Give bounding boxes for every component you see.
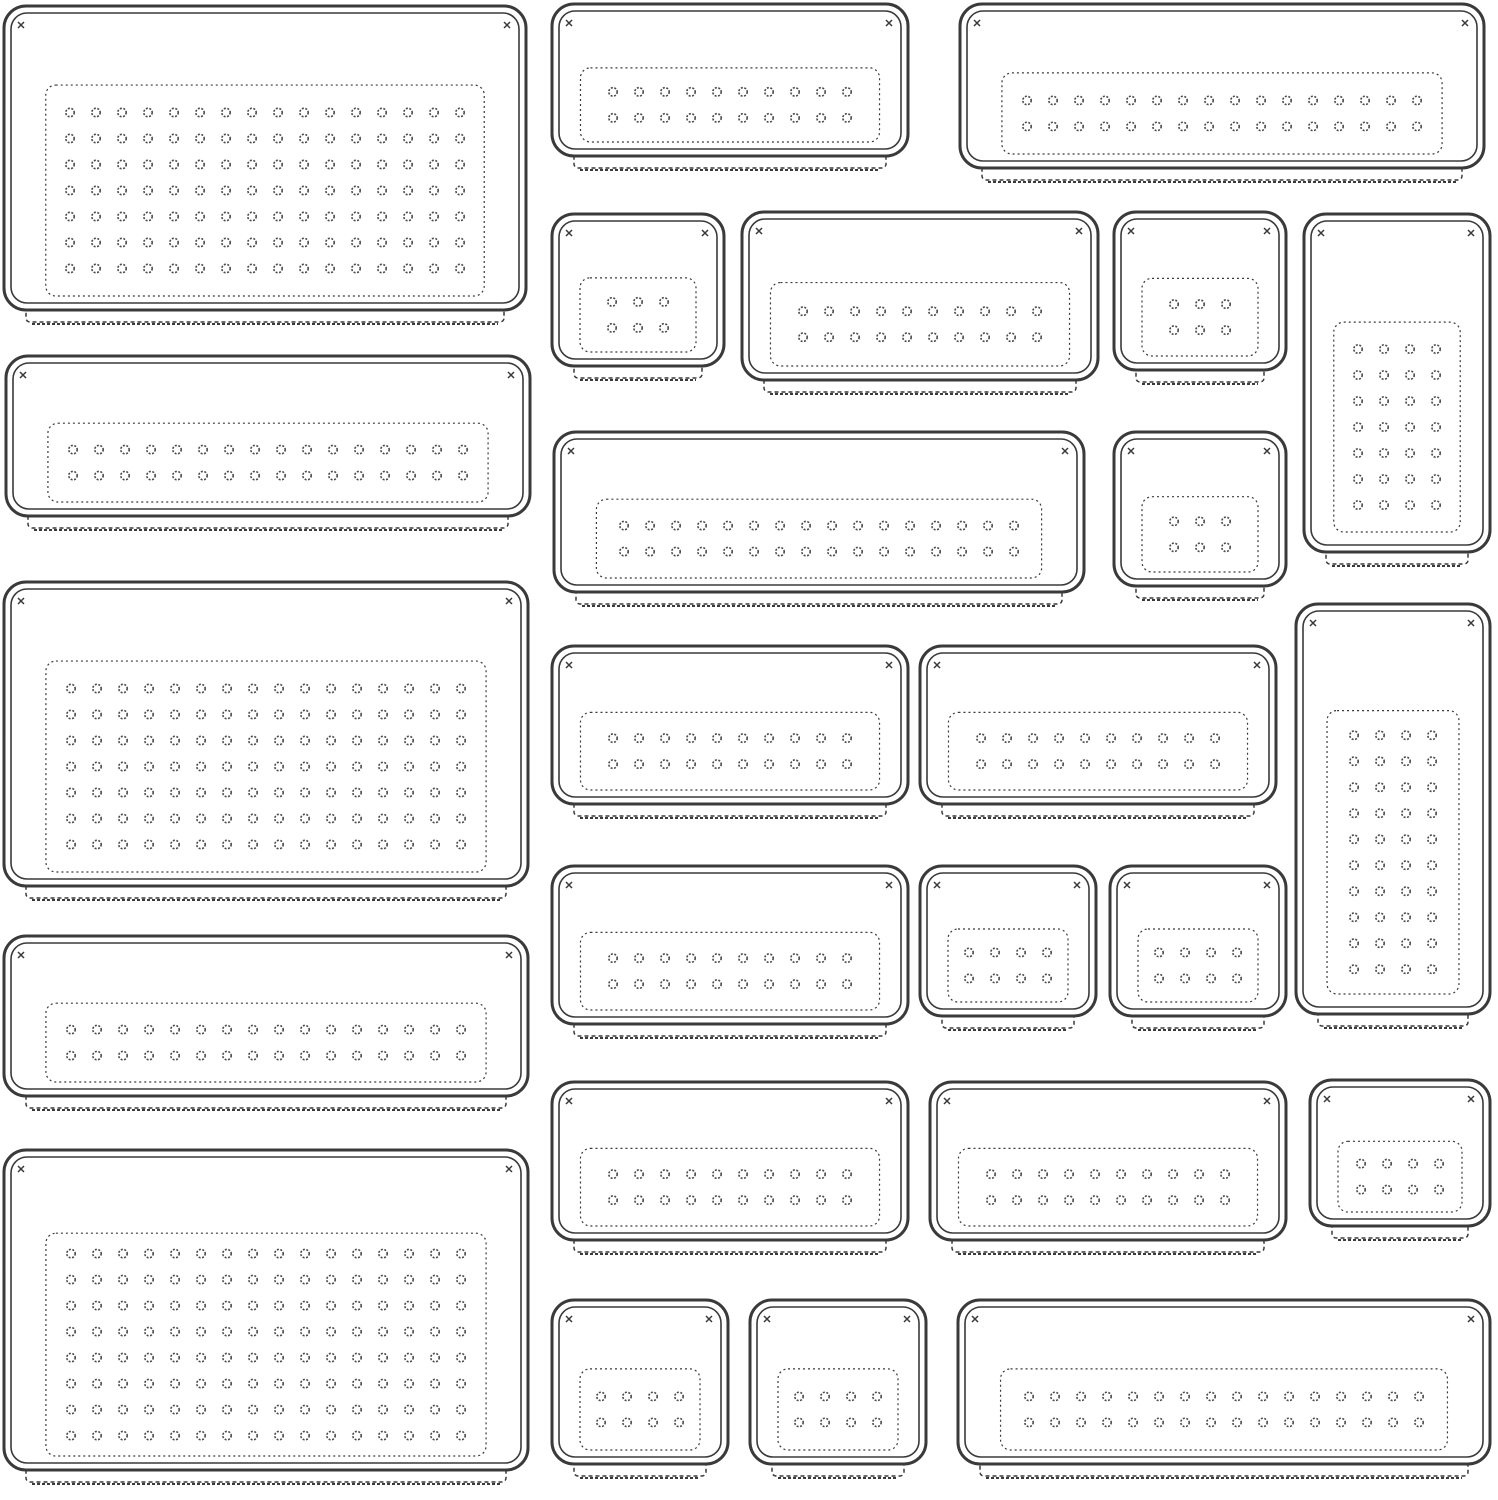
organizer-tray — [4, 936, 528, 1110]
organizer-tray — [1114, 432, 1286, 600]
tray-rim-outer — [552, 1300, 728, 1464]
organizer-tray — [1114, 212, 1286, 384]
organizer-tray — [1304, 214, 1490, 566]
tray-rim-outer — [742, 212, 1098, 380]
tray-rim-outer — [4, 936, 528, 1096]
tray-rim-outer — [960, 4, 1484, 168]
tray-rim-outer — [552, 1082, 908, 1240]
tray-rim-outer — [552, 4, 908, 156]
organizer-tray — [4, 6, 526, 324]
organizer-tray — [750, 1300, 926, 1478]
tray-rim-outer — [930, 1082, 1286, 1240]
tray-rim-outer — [552, 866, 908, 1024]
tray-rim-outer — [1296, 604, 1490, 1014]
organizer-tray — [552, 866, 908, 1038]
tray-rim-outer — [1110, 866, 1286, 1016]
organizer-tray — [552, 4, 908, 170]
organizer-tray — [552, 214, 724, 380]
tray-rim-outer — [552, 646, 908, 804]
tray-rim-outer — [920, 866, 1096, 1016]
organizer-tray — [4, 1150, 528, 1484]
organizer-tray — [552, 1300, 728, 1478]
organizer-tray — [1110, 866, 1286, 1030]
organizer-tray — [958, 1300, 1490, 1478]
tray-rim-outer — [6, 356, 530, 516]
organizer-tray — [554, 432, 1084, 606]
organizer-tray — [960, 4, 1484, 182]
tray-rim-outer — [4, 1150, 528, 1470]
tray-rim-outer — [1304, 214, 1490, 552]
tray-rim-outer — [1114, 212, 1286, 370]
tray-rim-outer — [958, 1300, 1490, 1464]
organizer-tray — [552, 646, 908, 818]
organizer-tray — [1296, 604, 1490, 1028]
organizer-tray — [552, 1082, 908, 1254]
tray-rim-outer — [4, 582, 528, 886]
tray-rim-outer — [750, 1300, 926, 1464]
tray-rim-outer — [552, 214, 724, 366]
organizer-tray — [4, 582, 528, 900]
organizer-tray — [930, 1082, 1286, 1254]
organizer-tray — [6, 356, 530, 530]
tray-rim-outer — [554, 432, 1084, 592]
organizer-tray — [920, 866, 1096, 1030]
tray-rim-outer — [920, 646, 1276, 804]
tray-rim-outer — [1114, 432, 1286, 586]
tray-rim-outer — [1310, 1080, 1490, 1226]
tray-rim-outer — [4, 6, 526, 310]
organizer-tray — [742, 212, 1098, 394]
organizer-tray — [920, 646, 1276, 818]
organizer-tray — [1310, 1080, 1490, 1240]
